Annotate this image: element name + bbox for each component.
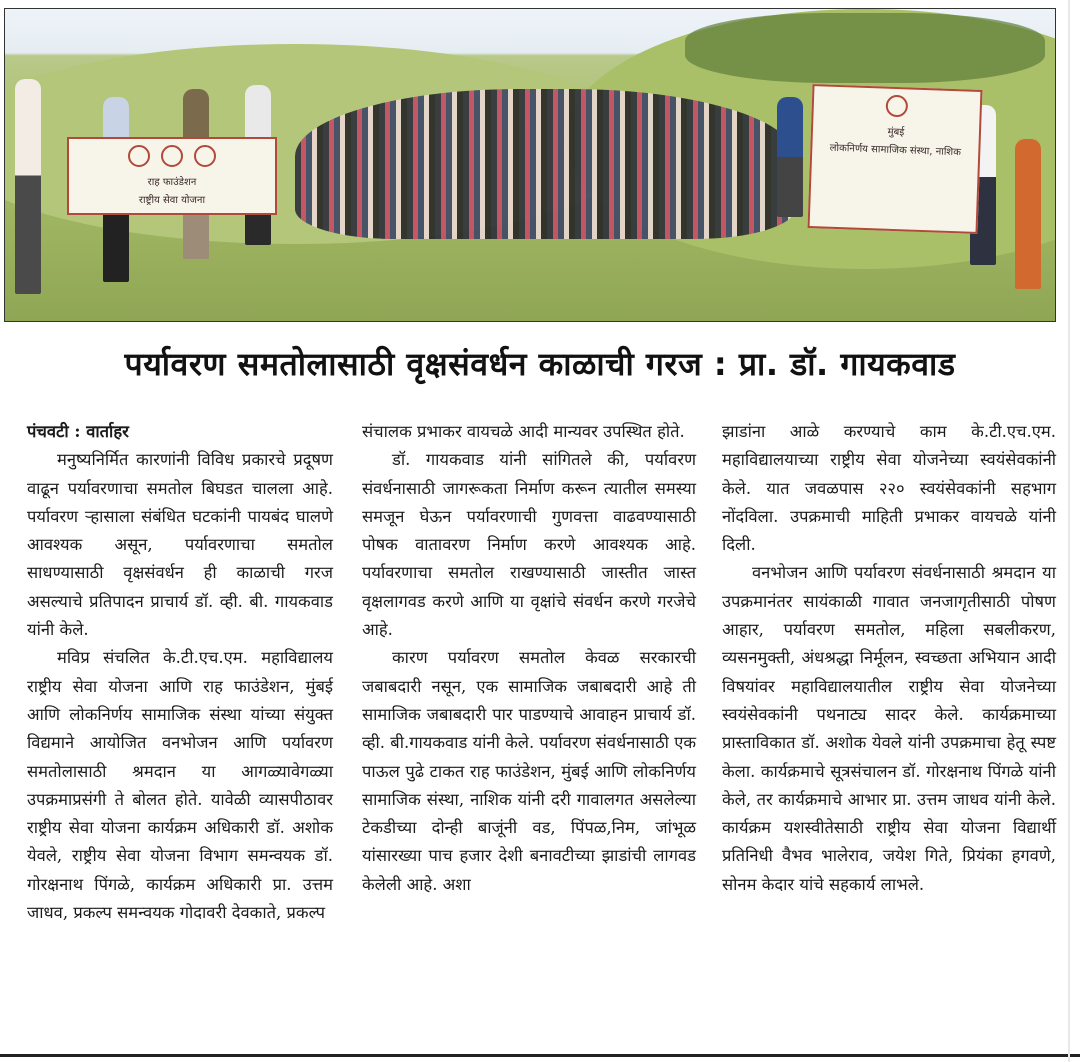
banner-left xyxy=(67,137,277,215)
headline: पर्यावरण समतोलासाठी वृक्षसंवर्धन काळाची गरज : प्रा. डॉ. गायकवाड xyxy=(124,345,956,383)
paragraph: कारण पर्यावरण समतोल केवळ सरकारची जबाबदारी नसून, एक सामाजिक जबाबदारी आहे ती सामाजिक जबाबदारी पार पाडण्याचे आवाहन प्राचार्य डॉ. व्ही. बी.गायकवाड यांनी केले. पर्यावरण संवर्धनासाठी एक पाऊल पुढे टाकत राह फाउंडेशन, मुंबई आणि लोकनिर्णय सामाजिक संस्था, नाशिक यांनी दरी गावालगत असलेल्या टेकडीच्या दोन्ही बाजूंनी वड, पिंपळ,निम, जांभूळ यांसारख्या पाच हजार देशी बनावटीच्या झाडांची लागवड केलेली आहे. अशा xyxy=(362,648,696,894)
paragraph: संचालक प्रभाकर वायचळे आदी मान्यवर उपस्थित होते. xyxy=(362,422,685,441)
article-column-2 xyxy=(362,418,696,899)
paragraph: डॉ. गायकवाड यांनी सांगितले की, पर्यावरण संवर्धनासाठी जागरूकता निर्माण करून त्यातील समस्या समजून घेऊन पर्यावरणाची गुणवत्ता वाढवण्यासाठी पोषक वातावरण निर्माण करणे आवश्यक आहे. पर्यावरणाचा समतोल राखण्यासाठी जास्तीत जास्त वृक्षलागवड करणे आणि या वृक्षांचे संवर्धन करणे गरजेचे आहे. xyxy=(362,450,696,640)
paragraph: मविप्र संचलित के.टी.एच.एम. महाविद्यालय राष्ट्रीय सेवा योजना आणि राह फाउंडेशन, मुंबई आणि लोकनिर्णय सामाजिक संस्था यांच्या संयुक्त विद्यमाने आयोजित वनभोजन आणि पर्यावरण समतोलासाठी श्रमदान या आगळ्यावेगळ्या उपक्रमाप्रसंगी ते बोलत होते. यावेळी व्यासपीठावर राष्ट्रीय सेवा योजना कार्यक्रम अधिकारी डॉ. अशोक येवले, राष्ट्रीय सेवा योजना विभाग समन्वयक डॉ. गोरक्षनाथ पिंगळे, कार्यक्रम अधिकारी प्रा. उत्तम जाधव, प्रकल्प समन्वयक गोदावरी देवकाते, प्रकल्प xyxy=(27,648,333,923)
logo-icon xyxy=(885,95,908,118)
logo-icon xyxy=(194,145,216,167)
paragraph: वनभोजन आणि पर्यावरण संवर्धनासाठी श्रमदान या उपक्रमानंतर सायंकाळी गावात जनजागृतीसाठी पोषण आहार, पर्यावरण समतोल, महिला सबलीकरण, व्यसनमुक्ती, अंधश्रद्धा निर्मूलन, स्वच्छता अभियान आदी विषयांवर महाविद्यालयातील राष्ट्रीय सेवा योजनेच्या स्वयंसेवकांनी पथनाट्य सादर केले. कार्यक्रमाच्या प्रास्ताविकात डॉ. अशोक येवले यांनी उपक्रमाचा हेतू स्पष्ट केला. कार्यक्रमाचे सूत्रसंचालन डॉ. गोरक्षनाथ पिंगळे यांनी केले, तर कार्यक्रमाचे आभार प्रा. उत्तम जाधव यांनी केले. कार्यक्रम यशस्वीतेसाठी राष्ट्रीय सेवा योजना विद्यार्थी प्रतिनिधी वैभव भालेराव, जयेश गिते, प्रियंका हगवणे, सोनम केदार यांचे सहकार्य लाभले. xyxy=(722,563,1056,894)
side-divider xyxy=(1068,0,1070,1062)
banner-text: राष्ट्रीय सेवा योजना xyxy=(138,195,206,206)
student-group xyxy=(295,89,795,239)
banner-text: राह फाउंडेशन xyxy=(147,177,197,188)
person xyxy=(777,97,803,217)
banner-text: मुंबई xyxy=(887,126,905,139)
bottom-divider xyxy=(0,1054,1080,1057)
logo-icon xyxy=(128,145,150,167)
news-photo xyxy=(4,8,1056,322)
banner-right xyxy=(808,84,983,234)
person xyxy=(1015,139,1041,289)
logo-icon xyxy=(161,145,183,167)
paragraph: झाडांना आळे करण्याचे काम के.टी.एच.एम. महाविद्यालयाच्या राष्ट्रीय सेवा योजनेच्या स्वयंसेवकांनी केले. यात जवळपास २२० स्वयंसेवकांनी सहभाग नोंदविला. उपक्रमाची माहिती प्रभाकर वायचळे यांनी दिली. xyxy=(722,422,1056,555)
person xyxy=(15,79,41,294)
banner-text: लोकनिर्णय सामाजिक संस्था, नाशिक xyxy=(829,142,962,159)
tree-line xyxy=(685,13,1045,83)
article-column-1 xyxy=(27,418,333,927)
article-column-3 xyxy=(722,418,1056,899)
dateline: पंचवटी : वार्ताहर xyxy=(27,422,129,441)
paragraph: मनुष्यनिर्मित कारणांनी विविध प्रकारचे प्रदूषण वाढून पर्यावरणाचा समतोल बिघडत चालला आहे. पर्यावरण ऱ्हासाला संबंधित घटकांनी पायबंद घालणे आवश्यक असून, पर्यावरणाचा समतोल साधण्यासाठी वृक्षसंवर्धन ही काळाची गरज असल्याचे प्रतिपादन प्राचार्य डॉ. व्ही. बी. गायकवाड यांनी केले. xyxy=(27,450,333,640)
